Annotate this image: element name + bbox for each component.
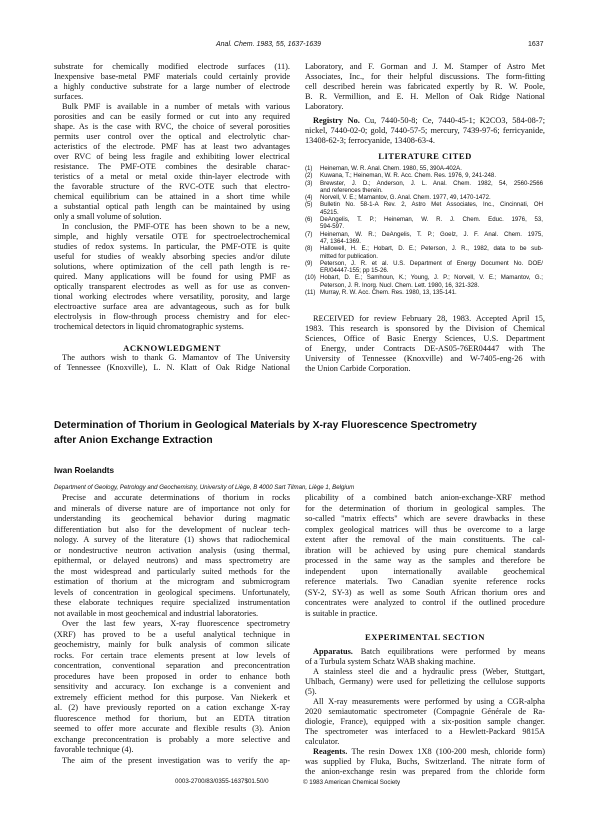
reference-number: (8) (305, 245, 313, 253)
text-line: simple, and highly versatile OTE for spectroelectrochemical (54, 232, 290, 241)
text-line: the favorable structure of the RVC-OTE such that electro- (54, 182, 290, 191)
text-line: 1983. This research is sponsored by the Division of Chemical (305, 324, 545, 333)
reference-item (305, 289, 543, 296)
text-line: a substantial optical path length can be maintained by using (54, 202, 290, 211)
text-line: plicability of a combined batch anion-exchange-XRF method (305, 493, 545, 502)
text-line: University of Tennessee (Knoxville) and W-7405-eng-26 with (305, 354, 545, 363)
article-title-line: Determination of Thorium in Geological Materials by X-ray Fluorescence Spectrometry (54, 420, 477, 431)
paragraph (305, 697, 545, 747)
text-line: Inexpensive base-metal PMF materials could certainly provide (54, 72, 290, 81)
text-line: independent upon internationally available geochemical (305, 566, 545, 576)
paragraph (305, 493, 545, 619)
reference-number: (2) (305, 172, 313, 180)
text-line: rocks. For certain trace elements present at low levels of (54, 650, 290, 660)
text-line: Over the last few years, X-ray fluorescence spectrometry (62, 619, 290, 628)
acknowledgment-text-continued (305, 62, 545, 112)
text-line: epithermal, or delayed neutrons) and mass spectrometry are (54, 556, 290, 565)
text-line: estimation of thorium at the microgram and submicrogram (54, 577, 290, 586)
text-line: 13408-62-3; ferrocyanide, 13408-63-4. (305, 136, 435, 145)
run-in-heading: Reagents. (313, 747, 348, 756)
reference-item (305, 216, 543, 231)
text-line: permits user control over the optical and electrolytic char- (54, 132, 290, 141)
body-right-intro (305, 493, 545, 619)
reference-line: Peterson, J. R. Inorg. Nucl. Chem. Lett. 1980, 16, 321-328. (320, 281, 480, 289)
prev-article-left-text (54, 62, 290, 332)
paragraph (54, 222, 290, 332)
reference-line: (7) Heineman, W. R.; DeAngelis, T. P.; Goelz, J. F. Anal. Chem. 1975, (305, 230, 543, 238)
text-line: Laboratory. (305, 102, 344, 111)
text-line: over RVC of being less fragile and exhibiting lower electrical (54, 152, 290, 161)
reference-list (305, 165, 543, 296)
text-line: concentration, conventional separation and preconcentration (54, 661, 290, 670)
text-line: is suitable in practice. (305, 608, 378, 618)
literature-cited-heading: LITERATURE CITED (378, 151, 472, 161)
paragraph (54, 62, 290, 102)
paragraph (54, 619, 290, 756)
acknowledgment-heading: ACKNOWLEDGMENT (123, 343, 221, 353)
acknowledgment-text (54, 353, 290, 373)
text-line: acteristics of the electrode. PMF has at least two advantages (54, 142, 290, 151)
text-line: resistance. The PMF-OTE combines the desirable charac- (54, 162, 290, 171)
reference-number: (4) (305, 194, 313, 202)
body-left-column (54, 493, 290, 766)
text-line: processed in the same way as the samples and therefore be (305, 556, 545, 565)
paragraph (305, 116, 545, 146)
run-in-heading: Registry No. (313, 116, 360, 125)
text-line: so-called "matrix effects" which are severe drawbacks in these (305, 514, 545, 523)
text-line: chemical equilibrium can be attained in a short time while (54, 192, 290, 201)
reference-line: (3) Brewster, J. D.; Anderson, J. L. Anal. Chem. 1982, 54, 2560-2566 (305, 179, 543, 187)
reference-number: (3) (305, 179, 313, 187)
text-line: electroactive surface area are advantageous, such as for bulk (54, 302, 290, 311)
reference-line: (8) Hallowell, H. E.; Hobart, D. E.; Peterson, J. R., 1982, data to be sub- (305, 245, 543, 253)
text-line: trochemical detectors in liquid chromatographic systems. (54, 322, 244, 331)
reference-line: 594-597. (320, 223, 345, 231)
text-line: reference materials. Two Canadian syenite reference rocks (305, 577, 545, 586)
article-title-line: after Anion Exchange Extraction (54, 435, 213, 446)
text-line: (SY-2, SY-3) as well as some South African thorium ores and (305, 587, 545, 597)
reference-item (305, 194, 543, 201)
text-line: nickel, 7440-02-0; gold, 7440-57-5; mercury, 7439-97-6; ferricyanide, (305, 126, 545, 135)
text-line: only a small volume of solution. (54, 212, 162, 221)
reference-number: (9) (305, 259, 313, 267)
text-line: a highly conductive substrate for a large number of electrode (54, 82, 290, 91)
text-line: the anion-exchange resin was prepared from the chloride form (305, 767, 545, 776)
received-note (305, 314, 545, 374)
reference-item (305, 201, 543, 216)
text-line: studies of redox systems. In particular, the PMF-OTE is quite (54, 242, 290, 251)
text-line: favorable technique (4). (54, 745, 134, 754)
text-line: of Energy, under Contracts DE-AS05-76ER04447 with The (305, 344, 545, 353)
text-line: understanding its geochemical behavior during magmatic (54, 514, 290, 523)
text-line: B. R. Vermillion, and E. H. Mellon of Oak Ridge National (305, 92, 545, 101)
text-line: not available in most geochemical and industrial laboratories. (54, 608, 259, 618)
text-line: A stainless steel die and a hydraulic press (Weber, Stuttgart, (313, 667, 545, 676)
text-line: procedures have been proposed in order to enhance both (54, 671, 290, 681)
reference-line: 47, 1364-1369. (320, 237, 361, 245)
reference-line: and references therein. (320, 186, 383, 194)
text-line: 2020 semiautomatic spectrometer (Compagnie Générale de Ra- (305, 707, 545, 716)
paragraph (305, 747, 545, 777)
text-line: tional working electrodes where versatility, porosity, and large (54, 292, 290, 301)
text-line: exchange preconcentration is probably a more selective and (54, 734, 290, 744)
text-line: Registry No. Cu, 7440-50-8; Ce, 7440-45-1; K2CO3, 584-08-7; (313, 116, 545, 125)
reference-item (305, 274, 543, 289)
text-line: cell described herein was fabricated expertly by R. W. Poole, (305, 82, 545, 91)
reference-line: 45215. (320, 208, 339, 216)
text-line: Laboratory, and F. Gorman and J. M. Stamper of Astro Met (305, 62, 545, 71)
text-line: the Union Carbide Corporation. (305, 364, 411, 373)
experimental-section-heading: EXPERIMENTAL SECTION (365, 632, 485, 642)
reference-number: (11) (305, 289, 316, 297)
reference-number: (10) (305, 274, 316, 282)
text-line: complex geological matrices will thus be overcome to a large (305, 524, 545, 534)
paragraph (305, 647, 545, 667)
text-line: teristics of a metal or metal oxide thin-layer electrode with (54, 172, 290, 181)
text-line: Sciences, Office of Basic Energy Sciences, U.S. Department (305, 334, 545, 343)
text-line: Apparatus. Batch equilibrations were performed by means (313, 647, 545, 656)
footer-copyright: © 1983 American Chemical Society (303, 779, 401, 786)
experimental-section-text (305, 647, 545, 777)
reference-line: (9) Peterson, J. R. et al. U.S. Department of Energy Document No. DOE/ (305, 259, 543, 267)
reference-item (305, 165, 543, 172)
article-title (54, 418, 554, 448)
reference-item (305, 180, 543, 195)
text-line: differentiation but also for the development of nuclear tech- (54, 524, 290, 534)
text-line: sensitivity and accuracy. Ion exchange is a convenient and (54, 682, 290, 691)
paragraph (54, 102, 290, 222)
paragraph (305, 667, 545, 697)
text-line: (XRF) has proved to be a useful analytical technique in (54, 629, 290, 639)
reference-number: (7) (305, 230, 313, 238)
text-line: and minerals of diverse nature are of importance not only for (54, 503, 290, 513)
reference-line: ER/04447-155; pp 15-26. (320, 267, 389, 275)
reference-number: (1) (305, 165, 313, 172)
text-line: Uhlbach, Germany) were used for pelletizing the cellulose supports (305, 677, 545, 686)
text-line: extremely efficient method for this purpose. Van Niekerk et (54, 692, 290, 702)
text-line: for the determination of thorium in geological samples. The (305, 503, 545, 513)
text-line: porosities and can be easily formed or cut into any required (54, 112, 290, 121)
reference-line: (6) DeAngelis, T. P.; Heineman, W. R. J. Chem. Educ. 1976, 53, (305, 216, 543, 224)
text-line: The spectrometer was interfaced to a Hewlett-Packard 9815A (305, 727, 545, 736)
reference-line: (2) Kuwana, T.; Heineman, W. R. Acc. Chem. Res. 1976, 9, 241-248. (305, 172, 497, 180)
reference-line: (10) Hobart, D. E.; Samhoun, K.; Young, J. P.; Norvell, V. E.; Mamantov, G.; (305, 274, 543, 282)
text-line: extent after the removal of the main constituents. The cal- (305, 535, 545, 544)
text-line: ibration will be achieved by using pure chemical standards (305, 545, 545, 555)
text-line: useful for studies of weakly absorbing species and/or dilute (54, 252, 290, 261)
text-line: concentrates were analyzed to control if the outlined procedure (305, 598, 545, 607)
text-line: RECEIVED for review February 28, 1983. Accepted April 15, (313, 314, 545, 323)
paragraph (305, 62, 545, 112)
text-line: of a Turbula system Schatz WAB shaking machine. (305, 657, 476, 666)
paragraph (305, 314, 545, 374)
paragraph (54, 493, 290, 619)
text-line: geochemistry, mainly for bulk analysis of common silicate (54, 640, 290, 649)
text-line: nology. A survey of the literature (1) shows that radiochemical (54, 535, 290, 544)
footer-code: 0003-2700/83/0355-1637$01.50/0 (175, 778, 269, 785)
text-line: substrate for chemically modified electrode surfaces (11). (54, 62, 290, 71)
text-line: seemed to offer more accurate and flexible results (3). Anion (54, 724, 290, 733)
text-line: shape. As is the case with RVC, the choice of several porosities (54, 122, 290, 131)
paragraph (54, 756, 290, 767)
text-line: Associates, Inc., for their helpful discussions. The form-fitting (305, 72, 545, 81)
registry-numbers (305, 116, 545, 146)
text-line: The aim of the present investigation was to verify the ap- (62, 755, 290, 765)
reference-number: (6) (305, 216, 313, 224)
author-affiliation: Department of Geology, Petrology and Geochemistry, University of Liège, B 4000 Sart Tilman, Liège 1, Belgium (54, 484, 355, 491)
text-line: All X-ray measurements were performed by using a CGR-alpha (313, 697, 545, 706)
reference-line: (11) Murray, R. W. Acc. Chem. Res. 1980, 13, 135-141. (305, 289, 457, 297)
text-line: Bulk PMF is available in a number of metals with various (62, 102, 290, 111)
text-line: was supplied by Fluka, Buchs, Switzerland. The nitrate form of (305, 757, 545, 766)
paragraph (54, 353, 290, 373)
reference-item (305, 260, 543, 275)
reference-item (305, 245, 543, 260)
text-line: Reagents. The resin Dowex 1X8 (100-200 mesh, chloride form) (313, 747, 545, 756)
reference-line: (5) Bulletin No. 58-1-A Rev. 2, Astro Met Associates, Inc., Cincinnati, OH (305, 201, 543, 209)
reference-line: (1) Heineman, W. R. Anal. Chem. 1980, 55, 390A-402A. (305, 165, 462, 172)
reference-number: (5) (305, 201, 313, 209)
text-line: solutions, where optimization of the cell path length is re- (54, 262, 290, 271)
text-line: diologie, France), equipped with a six-position sample changer. (305, 717, 545, 726)
reference-line: (4) Norvell, V. E.; Mamantov, G. Anal. Chem. 1977, 49, 1470-1472. (305, 194, 491, 202)
text-line: or nondestructive neutron activation analysis (using thermal, (54, 545, 290, 555)
text-line: levels of concentration in geological specimens. Unfortunately, (54, 587, 290, 597)
author-name: Iwan Roelandts (54, 466, 115, 475)
text-line: Precise and accurate determinations of thorium in rocks (62, 493, 290, 502)
text-line: al. (2) have previously reported on a cation exchange X-ray (54, 703, 290, 712)
text-line: of Tennessee (Knoxville), L. N. Klatt of Oak Ridge National (54, 363, 290, 372)
text-line: surfaces. (54, 92, 84, 101)
page-number: 1637 (528, 41, 544, 48)
reference-item (305, 172, 543, 179)
text-line: optically transparent electrodes as well as for use as conven- (54, 282, 290, 291)
text-line: calculator. (305, 737, 340, 746)
text-line: these elaborate techniques require specialized instrumentation (54, 598, 290, 607)
text-line: (5). (305, 687, 317, 696)
text-line: electrolysis in flow-through process chemistry and for elec- (54, 312, 290, 321)
text-line: fluorescence method for thorium, but an EDTA titration (54, 713, 290, 723)
reference-line: mitted for publication. (320, 252, 378, 260)
reference-item (305, 231, 543, 246)
text-line: The authors wish to thank G. Mamantov of The University (62, 353, 290, 362)
running-header: Anal. Chem. 1983, 55, 1637-1639 (216, 41, 322, 48)
text-line: In conclusion, the PMF-OTE has been shown to be a new, (62, 222, 290, 231)
text-line: the most widespread and particularly suited methods for the (54, 566, 290, 576)
text-line: quired. Many applications will be found for using PMF as (54, 272, 290, 281)
run-in-heading: Apparatus. (313, 647, 353, 656)
